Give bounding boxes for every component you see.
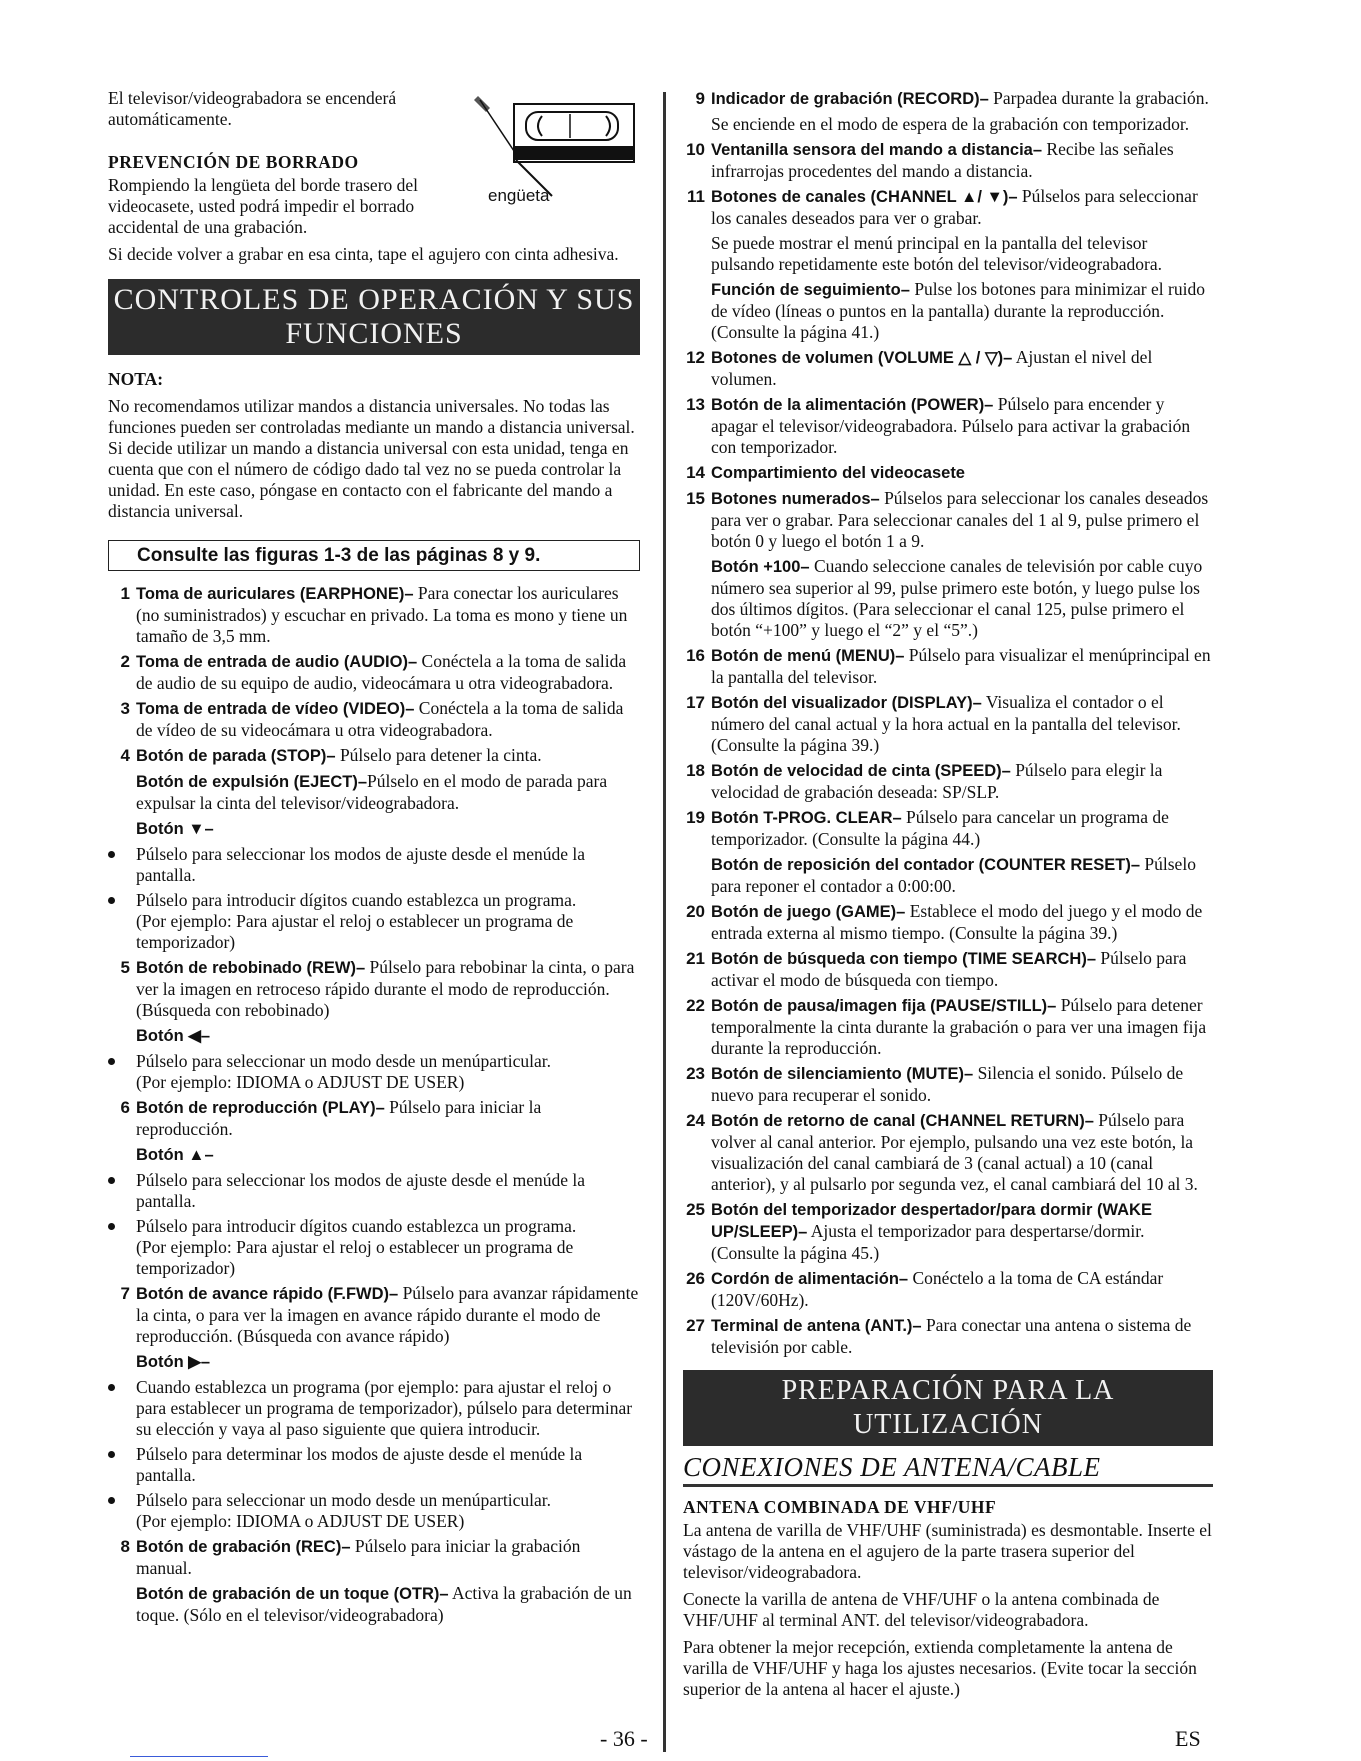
item-number: 27 xyxy=(686,1316,705,1335)
example-text: (Por ejemplo: IDIOMA o ADJUST DE USER) xyxy=(136,1072,465,1092)
item-title: Botón de silenciamiento (MUTE)– xyxy=(711,1065,974,1083)
sub-title: Botón de grabación de un toque (OTR)– xyxy=(136,1585,449,1603)
item-text: Conéctela a la toma de salida de audio de su equipo de audio, videocámara u otra videograbadora. xyxy=(136,651,627,693)
item-number: 17 xyxy=(686,693,705,712)
sub-item xyxy=(108,818,640,840)
item-text: Púlselo para rebobinar la cinta, o para ver la imagen en retroceso rápido durante el modo de reproducción. (Búsqueda con rebobinado) xyxy=(136,957,635,1020)
page-number: - 36 - xyxy=(600,1726,648,1751)
item-number: 13 xyxy=(686,395,705,414)
item-number: 16 xyxy=(686,646,705,665)
item-title: Botón de reproducción (PLAY)– xyxy=(136,1099,385,1117)
item-number: 22 xyxy=(686,996,705,1015)
sub-title: Botón +100– xyxy=(711,558,810,576)
item-text: Púlselo para elegir la velocidad de grabación deseada: SP/SLP. xyxy=(711,760,1163,802)
paragraph: Para obtener la mejor recepción, extienda completamente la antena de varilla de VHF/UHF y haga los ajustes necesarios. (Evite tocar la sección superior de la antena al hacer el ajuste.) xyxy=(683,1637,1197,1699)
bullet-item: Cuando establezca un programa (por ejemplo: para ajustar el reloj o para establecer un programa de temporizador), púlselo para determinar su elección y vaya al paso siguiente que quiera introducir. xyxy=(108,1377,640,1440)
list-item xyxy=(683,948,1213,991)
sub-text: Pulse los botones para minimizar el ruido de vídeo (líneas o puntos en la pantalla) durante la reproducción. (Consulte la página 41.) xyxy=(711,279,1205,342)
item-number: 8 xyxy=(120,1537,130,1556)
bullet-item: Púlselo para introducir dígitos cuando establezca un programa. xyxy=(108,890,640,911)
item-text: Púlselo para activar el modo de búsqueda con tiempo. xyxy=(711,948,1187,990)
list-item xyxy=(683,186,1213,229)
item-title: Indicador de grabación (RECORD)– xyxy=(711,90,989,108)
item-number: 9 xyxy=(695,89,705,108)
list-item xyxy=(683,645,1213,688)
paragraph: La antena de varilla de VHF/UHF (suministrada) es desmontable. Inserte el vástago de la antena en el agujero de la parte trasera superior del televisor/videograbadora. xyxy=(683,1520,1212,1582)
sub-title: Botón de reposición del contador (COUNTER RESET)– xyxy=(711,856,1141,874)
item-title: Botón de menú (MENU)– xyxy=(711,647,905,665)
item-title: Compartimiento del videocasete xyxy=(711,464,965,482)
list-item xyxy=(683,1315,1213,1358)
item-title: Botón de avance rápido (F.FWD)– xyxy=(136,1285,399,1303)
bullet-item: Púlselo para determinar los modos de ajuste desde el menúde la pantalla. xyxy=(108,1444,640,1486)
item-text: Ajustan el nivel del volumen. xyxy=(711,347,1153,389)
item-text: Púlselo para volver al canal anterior. Por ejemplo, pulsando una vez este botón, la visualización del canal cambiará de 3 (canal actual) a 10 (canal anterior), y al pulsarlo por segunda vez, el canal cambiará del 10 al 3. xyxy=(711,1110,1198,1194)
list-item xyxy=(683,462,1213,484)
list-item xyxy=(683,88,1213,110)
list-item xyxy=(683,1110,1213,1195)
item-title: Terminal de antena (ANT.)– xyxy=(711,1317,922,1335)
sub-item xyxy=(683,854,1213,897)
item-text: Púlselo para iniciar la reproducción. xyxy=(136,1097,542,1139)
item-title: Botón de velocidad de cinta (SPEED)– xyxy=(711,762,1011,780)
item-text: Púlselo para encender y apagar el televisor/videograbadora. Púlselo para activar la grabación con temporizador. xyxy=(711,394,1191,457)
item-text: Visualiza el contador o el número del canal actual y la hora actual en la pantalla del televisor. (Consulte la página 39.) xyxy=(711,692,1181,755)
item-number: 20 xyxy=(686,902,705,921)
list-item xyxy=(683,1199,1213,1264)
item-number: 1 xyxy=(120,584,130,603)
subsection-title: CONEXIONES DE ANTENA/CABLE xyxy=(683,1452,1213,1487)
list-item xyxy=(683,394,1213,458)
item-text: Púlselos para seleccionar los canales deseados para ver o grabar. xyxy=(711,186,1198,228)
intro-text: El televisor/videograbadora se encenderá automáticamente. xyxy=(108,88,397,129)
item-title: Ventanilla sensora del mando a distancia– xyxy=(711,141,1043,159)
item-number: 26 xyxy=(686,1269,705,1288)
item-number: 24 xyxy=(686,1111,705,1130)
item-title: Botones de canales (CHANNEL ▲/ ▼)– xyxy=(711,188,1018,206)
item-text: Parpadea durante la grabación. xyxy=(988,88,1209,108)
sub-title: Botón de expulsión (EJECT)– xyxy=(136,773,368,791)
list-item xyxy=(108,583,640,647)
example-text: (Por ejemplo: IDIOMA o ADJUST DE USER) xyxy=(136,1511,465,1531)
list-item xyxy=(683,692,1213,756)
list-item xyxy=(683,139,1213,182)
list-item xyxy=(683,760,1213,803)
item-number: 6 xyxy=(120,1098,130,1117)
sub-item xyxy=(108,1025,640,1047)
item-title: Toma de entrada de vídeo (VIDEO)– xyxy=(136,700,415,718)
item-title: Botón de parada (STOP)– xyxy=(136,747,336,765)
sub-item xyxy=(683,556,1213,641)
item-text: Púlselo para detener la cinta. xyxy=(335,745,542,765)
item-number: 2 xyxy=(120,652,130,671)
tab-label: engüeta xyxy=(488,186,550,205)
item-number: 10 xyxy=(686,140,705,159)
item-number: 19 xyxy=(686,808,705,827)
item-title: Botón del visualizador (DISPLAY)– xyxy=(711,694,982,712)
sub-item: Se enciende en el modo de espera de la grabación con temporizador. xyxy=(711,114,1190,134)
item-number: 3 xyxy=(120,699,130,718)
item-number: 14 xyxy=(686,463,705,482)
sub-title: Botón ▲– xyxy=(136,1146,214,1164)
list-item xyxy=(683,901,1213,944)
paragraph: Rompiendo la lengüeta del borde trasero del videocasete, usted podrá impedir el borrado accidental de una grabación. xyxy=(108,175,419,237)
example-text: (Por ejemplo: Para ajustar el reloj o establecer un programa de temporizador) xyxy=(136,1237,574,1278)
note-text: No recomendamos utilizar mandos a distancia universales. No todas las funciones pueden ser controladas mediante un mando a distancia universal. Si decide utilizar un mando a distancia universal con esta unidad, tenga en cuenta que con el número de código dado tal vez no se pueda controlar la unidad. En este caso, póngase en contacto con el fabricante del mando a distancia universal. xyxy=(108,396,635,521)
item-number: 12 xyxy=(686,348,705,367)
section-heading: PREVENCIÓN DE BORRADO xyxy=(108,152,359,172)
sub-item xyxy=(108,771,640,814)
item-title: Botón de búsqueda con tiempo (TIME SEARCH)– xyxy=(711,950,1097,968)
sub-title: Botón ▼– xyxy=(136,820,214,838)
item-title: Botones de volumen (VOLUME △ / ▽)– xyxy=(711,349,1013,367)
list-item xyxy=(683,995,1213,1059)
item-number: 7 xyxy=(120,1284,130,1303)
item-text: Establece el modo del juego y el modo de entrada externa al mismo tiempo. (Consulte la página 39.) xyxy=(711,901,1203,943)
item-title: Botón de juego (GAME)– xyxy=(711,903,906,921)
item-text: Conéctela a la toma de salida de vídeo de su videocámara u otra videograbadora. xyxy=(136,698,624,740)
item-text: Púlselos para seleccionar los canales deseados para ver o grabar. Para seleccionar canales del 1 al 9, pulse primero el botón 0 y luego el botón 1 a 9. xyxy=(711,488,1209,551)
bullet-item: Púlselo para seleccionar los modos de ajuste desde el menúde la pantalla. xyxy=(108,844,640,886)
item-number: 25 xyxy=(686,1200,705,1219)
list-item xyxy=(108,957,640,1021)
sub-title: Botón ◀– xyxy=(136,1027,211,1045)
sub-item: Se puede mostrar el menú principal en la pantalla del televisor pulsando repetidamente este botón del televisor/videograbadora. xyxy=(711,233,1162,274)
sub-title: Botón ▶– xyxy=(136,1353,211,1371)
sub-item xyxy=(108,1583,640,1626)
item-text: Para conectar una antena o sistema de televisión por cable. xyxy=(711,1315,1192,1357)
sub-item xyxy=(108,1351,640,1373)
underline-mark xyxy=(130,1756,268,1757)
item-title: Botón de grabación (REC)– xyxy=(136,1538,351,1556)
list-item xyxy=(108,1536,640,1579)
sub-text: Púlselo para reponer el contador a 0:00:00. xyxy=(711,854,1196,896)
list-item xyxy=(108,1283,640,1347)
item-number: 15 xyxy=(686,489,705,508)
note-heading: NOTA: xyxy=(108,369,164,389)
item-title: Botón de rebobinado (REW)– xyxy=(136,959,366,977)
item-title: Botón de la alimentación (POWER)– xyxy=(711,396,994,414)
item-title: Cordón de alimentación– xyxy=(711,1270,909,1288)
list-item xyxy=(683,1268,1213,1311)
item-text: Silencia el sonido. Púlselo de nuevo para recuperar el sonido. xyxy=(711,1063,1184,1105)
item-text: Para conectar los auriculares (no suministrados) y escuchar en privado. La toma es mono y tiene un tamaño de 3,5 mm. xyxy=(136,583,628,646)
item-number: 5 xyxy=(120,958,130,977)
right-column xyxy=(683,88,1213,1700)
example-text: (Por ejemplo: Para ajustar el reloj o establecer un programa de temporizador) xyxy=(136,911,574,952)
item-title: Botón de retorno de canal (CHANNEL RETURN)– xyxy=(711,1112,1094,1130)
item-text: Púlselo para detener temporalmente la cinta durante la grabación o para ver una imagen fija durante la reproducción. xyxy=(711,995,1207,1058)
section-banner: PREPARACIÓN PARA LA UTILIZACIÓN xyxy=(683,1370,1213,1446)
item-number: 21 xyxy=(686,949,705,968)
list-item xyxy=(683,1063,1213,1106)
item-text: Conéctelo a la toma de CA estándar (120V/60Hz). xyxy=(711,1268,1164,1310)
item-text: Púlselo para avanzar rápidamente la cinta, o para ver la imagen en avance rápido durante el modo de reproducción. (Búsqueda con avance rápido) xyxy=(136,1283,639,1346)
item-title: Botones numerados– xyxy=(711,490,880,508)
bullet-item: Púlselo para introducir dígitos cuando establezca un programa. xyxy=(108,1216,640,1237)
item-text: Ajusta el temporizador para despertarse/dormir. (Consulte la página 45.) xyxy=(711,1221,1145,1263)
list-item xyxy=(683,347,1213,390)
list-item xyxy=(683,807,1213,850)
list-item xyxy=(108,1097,640,1140)
bullet-item: Púlselo para seleccionar un modo desde un menúparticular. xyxy=(108,1490,640,1511)
column-divider xyxy=(663,92,666,1752)
item-title: Botón T-PROG. CLEAR– xyxy=(711,809,902,827)
item-text: Púlselo para cancelar un programa de temporizador. (Consulte la página 44.) xyxy=(711,807,1169,849)
item-text: Púlselo para visualizar el menúprincipal en la pantalla del televisor. xyxy=(711,645,1211,687)
paragraph: Conecte la varilla de antena de VHF/UHF o la antena combinada de VHF/UHF al terminal ANT. del televisor/videograbadora. xyxy=(683,1589,1160,1630)
item-title: Botón del temporizador despertador/para dormir (WAKE UP/SLEEP)– xyxy=(711,1201,1152,1241)
language-code: ES xyxy=(1175,1726,1201,1751)
item-number: 4 xyxy=(120,746,130,765)
section-banner: CONTROLES DE OPERACIÓN Y SUS FUNCIONES xyxy=(108,279,640,355)
sub-item xyxy=(108,1144,640,1166)
sub-text: Cuando seleccione canales de televisión por cable cuyo número sea superior al 99, pulse primero este botón, y luego pulse los dos últimos dígitos. (Para seleccionar el canal 125, pulse primero el botón “+100” y luego el “2” y el “5”.) xyxy=(711,556,1203,640)
sub-text: Púlselo en el modo de parada para expulsar la cinta del televisor/videograbadora. xyxy=(136,771,608,813)
item-text: Púlselo para iniciar la grabación manual. xyxy=(136,1536,581,1578)
list-item xyxy=(108,698,640,741)
item-title: Toma de entrada de audio (AUDIO)– xyxy=(136,653,418,671)
paragraph: Si decide volver a grabar en esa cinta, tape el agujero con cinta adhesiva. xyxy=(108,244,619,264)
bullet-item: Púlselo para seleccionar un modo desde un menúparticular. xyxy=(108,1051,640,1072)
sub-text: Activa la grabación de un toque. (Sólo en el televisor/videograbadora) xyxy=(136,1583,632,1625)
left-column xyxy=(108,88,640,1626)
bullet-item: Púlselo para seleccionar los modos de ajuste desde el menúde la pantalla. xyxy=(108,1170,640,1212)
reference-box: Consulte las figuras 1-3 de las páginas 8 y 9. xyxy=(108,540,640,571)
sub-title: Función de seguimiento– xyxy=(711,281,910,299)
section-heading: ANTENA COMBINADA DE VHF/UHF xyxy=(683,1497,997,1517)
item-number: 11 xyxy=(687,187,705,206)
item-number: 18 xyxy=(686,761,705,780)
item-number: 23 xyxy=(686,1064,705,1083)
item-title: Toma de auriculares (EARPHONE)– xyxy=(136,585,414,603)
item-text: Recibe las señales infrarrojas procedentes del mando a distancia. xyxy=(711,139,1174,181)
list-item xyxy=(683,488,1213,552)
list-item xyxy=(108,745,640,767)
item-title: Botón de pausa/imagen fija (PAUSE/STILL)– xyxy=(711,997,1057,1015)
list-item xyxy=(108,651,640,694)
sub-item xyxy=(683,279,1213,343)
